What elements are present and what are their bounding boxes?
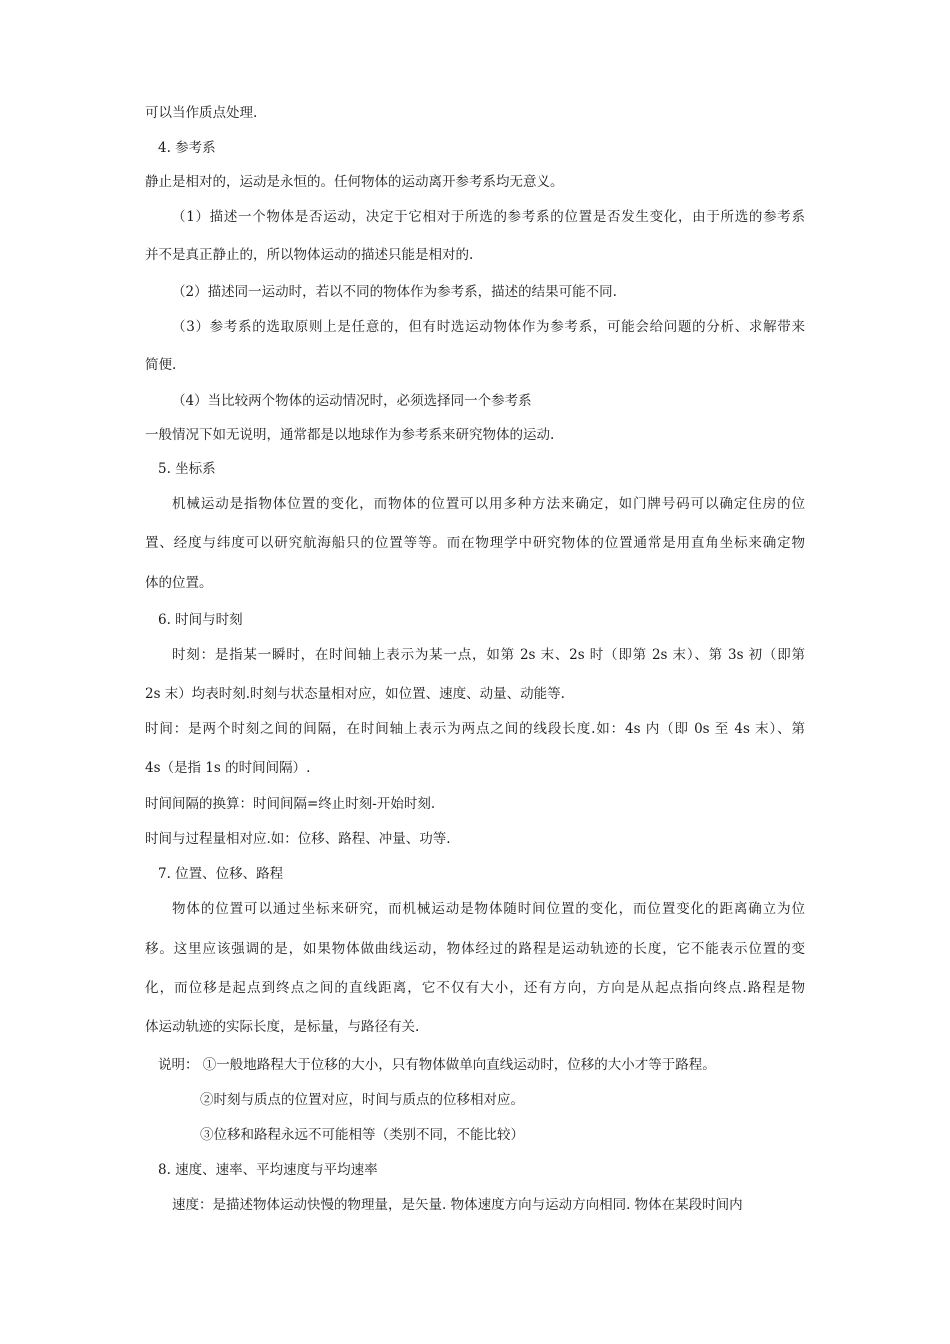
text-line: （2）描述同一运动时，若以不同的物体作为参考系，描述的结果可能不同. bbox=[172, 284, 617, 300]
text-line: （3）参考系的选取原则上是任意的，但有时选运动物体作为参考系，可能会给问题的分析、求解带来 bbox=[172, 319, 805, 335]
section-heading-reference-frame: 4. 参考系 bbox=[158, 140, 216, 156]
text-line: 时间与过程量相对应.如：位移、路程、冲量、功等. bbox=[145, 831, 451, 847]
text-line: 时间间隔的换算：时间间隔=终止时刻-开始时刻. bbox=[145, 796, 436, 812]
text-line: 时刻：是指某一瞬时，在时间轴上表示为某一点，如第 2s 末、2s 时（即第 2s 末）、第 3s 初（即第 bbox=[172, 647, 805, 663]
text-line: 物体的位置可以通过坐标来研究，而机械运动是物体随时间位置的变化，而位置变化的距离确立为位 bbox=[172, 901, 805, 917]
text-line: 移。这里应该强调的是，如果物体做曲线运动，物体经过的路程是运动轨迹的长度，它不能表示位置的变 bbox=[145, 941, 805, 957]
text-line: 机械运动是指物体位置的变化，而物体的位置可以用多种方法来确定，如门牌号码可以确定住房的位 bbox=[172, 496, 805, 512]
text-line: 静止是相对的，运动是永恒的。任何物体的运动离开参考系均无意义。 bbox=[145, 174, 564, 190]
text-line: （1）描述一个物体是否运动，决定于它相对于所选的参考系的位置是否发生变化，由于所选的参考系 bbox=[172, 209, 805, 225]
text-line: 体的位置。 bbox=[145, 575, 213, 591]
note-line: 说明： ①一般地路程大于位移的大小，只有物体做单向直线运动时，位移的大小才等于路程。 bbox=[158, 1057, 716, 1073]
text-line: 2s 末）均表时刻.时刻与状态量相对应，如位置、速度、动量、动能等. bbox=[145, 686, 565, 702]
text-line: 4s（是指 1s 的时间间隔）. bbox=[145, 760, 311, 776]
text-line: 一般情况下如无说明，通常都是以地球作为参考系来研究物体的运动. bbox=[145, 427, 555, 443]
text-line: 并不是真正静止的，所以物体运动的描述只能是相对的. bbox=[145, 247, 474, 263]
section-heading-coordinate-system: 5. 坐标系 bbox=[158, 461, 216, 477]
text-line: （4）当比较两个物体的运动情况时，必须选择同一个参考系 bbox=[172, 393, 532, 409]
text-line: 时间：是两个时刻之间的间隔，在时间轴上表示为两点之间的线段长度.如：4s 内（即 0s 至 4s 末）、第 bbox=[145, 721, 805, 737]
text-line: 化，而位移是起点到终点之间的直线距离，它不仅有大小，还有方向，方向是从起点指向终点.路程是物 bbox=[145, 980, 805, 996]
section-heading-velocity-speed: 8. 速度、速率、平均速度与平均速率 bbox=[158, 1162, 378, 1178]
text-line: 体运动轨迹的实际长度，是标量，与路径有关. bbox=[145, 1019, 420, 1035]
note-line: ②时刻与质点的位置对应，时间与质点的位移相对应。 bbox=[200, 1092, 524, 1108]
note-line: ③位移和路程永远不可能相等（类别不同，不能比较） bbox=[200, 1127, 524, 1143]
section-heading-time-and-moment: 6. 时间与时刻 bbox=[158, 612, 243, 628]
text-line: 可以当作质点处理. bbox=[145, 105, 258, 121]
section-heading-position-displacement-path: 7. 位置、位移、路程 bbox=[158, 866, 284, 882]
text-line: 置、经度与纬度可以研究航海船只的位置等等。而在物理学中研究物体的位置通常是用直角坐标来确定物 bbox=[145, 535, 805, 551]
text-line: 简便. bbox=[145, 357, 177, 373]
text-line: 速度：是描述物体运动快慢的物理量，是矢量. 物体速度方向与运动方向相同. 物体在某段时间内 bbox=[172, 1197, 743, 1213]
